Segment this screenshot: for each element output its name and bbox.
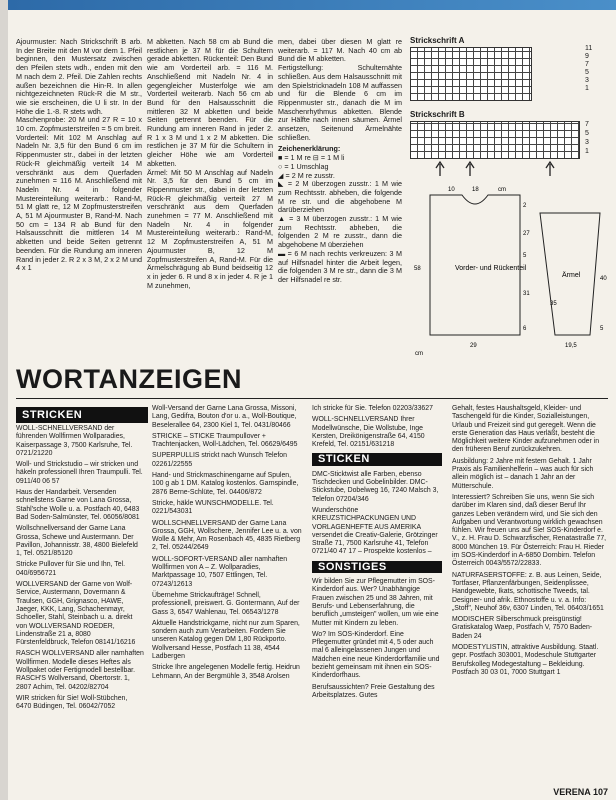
row-number: 5 [585,130,589,137]
chart-b-title: Strickschrift B [410,110,465,119]
instruction-para: men, dabei über diesen M glatt re weiterarb. = 117 M. Nach 40 cm ab Bund die M abketten. [278,37,402,64]
section-stricken: STRICKEN [16,407,148,423]
ad-item: Haus der Handarbeit. Versenden schnellstens Garne von Lana Grossa, Stahl'sche Wolle u. a. Postfach 40, 6483 Bad Soden-Salmünster, Tel. 06056/8081 [16,489,140,521]
ad-item: WIR stricken für Sie! Woll-Stübchen, 6470 Büdingen, Tel. 06042/7052 [16,694,128,711]
row-number: 11 [585,45,593,52]
dim-label: 31 [523,291,530,297]
ad-item: Wollschnellversand der Garne Lana Grossa, Schewe und Austermann. Der Pavillon, Johannisstr. 38, 4800 Bielefeld 1, Tel. 0521/85120 [16,525,138,558]
legend-item: ○ = 1 Umschlag [278,161,329,171]
ad-item: Hand- und Strickmaschinengarne auf Spulen, 100 g ab 1 DM. Katalog kostenlos. Garnspindle, 2876 Berne-Schlüte, Tel. 04406/872 [152,472,299,496]
chart-b-row-numbers [585,120,589,156]
page-footer: VERENA 107 [553,787,608,797]
ad-item: Interessiert? Schreiben Sie uns, wenn Sie sich darüber im Klaren sind, daß dieser Beruf Ihr ganzes Leben verändern wird, und Sie sich den Aufgaben und Verantwortung wirklich gewachsen fühlen. Wir freuen uns auf Sie! SOS-Kinderdorf e. V., z. H. Frau D. Schwarzfischer, Renatastraße 77, 8000 München 19. Für Österreich: Frau H. Rieder im SOS-Kinderdorf in A-6850 Dornbirn. Telefon Österreich 0043/5572/22833. [452,493,607,568]
ad-item: MODESTYLISTIN, attraktive Ausbildung. Staatl. gepr. Postfach 303001, Modeschule Stuttgarter Berufskolleg Modegestaltung – Bekleidung. Postfach 30 03 01, 7000 Stuttgart 1 [452,644,599,676]
ad-item: Aktuelle Handstrickgarne, nicht nur zum Sparen, sondern auch zum Verarbeiten. Fordern Sie unseren Katalog gegen DM 1,80 Rückporto. Wollversand Hesse, Postfach 11 38, 4544 Ladbergen [152,619,300,661]
row-number: 3 [585,77,589,84]
ad-item: Woll-Versand der Garne Lana Grossa, Missoni, Lang, Gedifra, Bouton d'or u. a., Woll-Boutique, Beselerallee 64, 2300 Kiel 1, Tel. 0431/80466 [152,405,297,429]
legend-item: ◣ = 2 M überzogen zusstr.: 1 M wie zum Rechtsstr. abheben, die folgende M re str. und die abgehobene M darüberziehen [278,179,402,215]
ad-item: DMC-Sticktwist alle Farben, ebenso Tischdecken und Gobelinbilder. DMC-Stickstube, Dobelweg 16, 7240 Malsch 3, Telefon 07204/346 [312,470,439,503]
row-number: 1 [585,148,589,155]
ads-col-3 [312,405,442,703]
legend-item: ◢ = 2 M re zusstr. [278,170,335,180]
ad-item: WOLL-SCHNELLVERSAND Ihrer Modellwünsche, Die Wollstube, Inge Kersten, Dreikönigenstraße 64, 4150 Krefeld, Tel. 02151/631218 [312,416,425,449]
instructions-col-1 [16,38,142,273]
dim-unit: cm [415,351,423,357]
ad-item: STRICKE – STICKE Traumpullover + Trachtenjacken, Woll-Lädchen, Tel. 06629/6495 [152,432,298,449]
row-number: 9 [585,53,589,60]
ad-item: Woll- und Strickstudio – wir stricken und häkeln professionell Ihren Traumpulli. Tel. 0911/40 06 57 [16,461,143,485]
ad-item: Wunderschöne KREUZSTICHPACKUNGEN UND VORLAGENHEFTE AUS AMERIKA versendet die Creativ-Galerie, Grötzinger Straße 71, 7500 Karlsruhe 41, Telefon 0721/40 47 17 – Prospekte kostenlos – [312,506,438,556]
row-number: 1 [585,85,589,92]
ads-col-2 [152,405,302,684]
dim-label: 6 [523,326,527,332]
ad-item: MODISCHER Silberschmuck preisgünstig! Gratiskatalog Waep, Postfach V, 7570 Baden-Baden 24 [452,616,593,640]
dim-label: 29 [470,343,477,349]
dim-label: 58 [414,266,421,272]
legend-item: ▬ = 6 M nach rechts verkreuzen: 3 M auf Hilfsnadel hinter die Arbeit legen, die folgenden 3 M re str., dann die 3 M der Hilfsnadel re str. [278,248,402,284]
instructions-col-2 [147,38,273,290]
legend-item: ■ = 1 M re ⊟ = 1 M li [278,153,345,163]
instruction-para: Ärmel: Mit 50 M Anschlag auf Nadeln Nr. 3,5 für den Bund 5 cm im Rippenmuster str., dabei in der letzten Rück-R gleichmäßig verteilt 27 M verschränkt aus dem Querfaden zunehmen = 77 M. Anschließend mit Nadeln Nr. 4 in folgender Mustereinteilung weiterarb.: Rand-M, 12 M Zopfmusterstreifen A, 51 M Ajourmuster B, 12 M Zopfmusterstreifen A, Rand-M. Für die Ärmelschrägung ab Bund beidseitig 12 x in jeder 6. R und 8 x in jeder 4. R je 1 M zunehmen, [147,167,273,290]
ad-item: WOLL-SCHNELLVERSAND der führenden Wollfirmen Wollparadies, Kaiserpassage 3, 7500 Karlsruhe, Tel. 0721/21220 [16,425,133,457]
page-headline: WORTANZEIGEN [16,364,242,394]
ad-item: Wo? Im SOS-Kinderdorf. Eine Pflegemutter gründet mit 4, 5 oder auch mal 6 alleingelassenen Jungen und Mädchen eine neue Kinderdorffamilie und bezieht gemeinsam mit ihnen ein SOS-Kinderdorfhaus. [312,630,440,680]
ad-item: Ausbildung: 2 Jahre mit festem Gehalt. 1 Jahr Praxis als Familienhelferin – was auch für sich allein möglich ist – danach 1 Jahr an der Mütterschule. [452,457,594,490]
dim-label: 2 [523,203,527,209]
dim-label: 40 [600,276,607,282]
ad-item: Gehalt, festes Haushaltsgeld, Kleider- und Taschengeld für die Kinder, Sozialleistungen, Urlaub und Freizeit sind gut geregelt. Wenn die erste Generation das Haus verläßt, besteht die Möglichkeit weitere Kinder aufzunehmen oder in den früheren Beruf zurückzukehren. [452,405,600,454]
legend-item: ▲ = 3 M überzogen zusstr.: 1 M wie zum Rechtsstr. abheben, die folgenden 2 M re zusstr., dann die abgehobene M überziehen [278,214,402,250]
ad-item: Übernehme Strickaufträge! Schnell, professionell, preiswert. G. Gontermann, Auf der Gass 3, 6547 Wahlenau, Tel. 06543/1278 [152,591,300,616]
garment-schematic [410,185,610,360]
section-sonstiges: SONSTIGES [312,561,442,573]
dim-label: cm [498,187,506,193]
dim-label: 5 [600,326,604,332]
legend-title: Zeichenerklärung: [278,144,341,154]
section-sticken: STICKEN [312,453,442,465]
chart-b-arrows [410,158,585,178]
chart-a-title: Strickschrift A [410,36,465,45]
dim-label: 5 [523,253,527,259]
ad-item: Berufsaussichten? Freie Gestaltung des Arbeitsplatzes. Gutes [312,683,435,699]
row-number: 7 [585,61,589,68]
page-gutter [0,0,8,800]
chart-b-grid [410,121,580,159]
dim-label: 10 [448,187,455,193]
row-number: 5 [585,69,589,76]
ad-item: WOLLVERSAND der Garne von Wolf-Service, Austermann, Dovermann & Traulsen, GGH, Grignasco, HAWE, Jaeger, KKK, Lang, Schachenmayr, Schoeller, Stahl, Steinbach u. a. direkt von WOLLVERSAND ROEDER, Lindenstraße 21 a, 8080 Fürstenfeldbruck, Telefon 08141/16216 [16,581,136,647]
instruction-para: Vorderteil: Mit 102 M Anschlag auf Nadeln Nr. 3,5 für den Bund 6 cm im Rippenmuster str., dabei in der letzten Rück-R gleichmäßig verteilt 14 M verschränkt aus dem Querfaden zunehmen = 116 M. Anschließend mit Nadeln Nr. 4 in folgender Mustereinteilung weiterarb.: Rand-M, 51 M glatt re, 12 M Zopfmusterstreifen A, 51 M Ajourmuster B, Rand-M. Nach 50 cm = 134 R ab Bund für den Halsausschnitt die mittleren 14 M abketten und beide Seiten getrennt beenden. Für die Rundung am inneren Rand in jeder 2. R 2 x 3 M, 2 x 2 M und 4 x 1 [16,132,142,273]
divider [16,398,608,399]
ad-item: Wir bilden Sie zur Pflegemutter im SOS-Kinderdorf aus. Wer? Unabhängige Frauen zwischen 25 und 38 Jahren, mit Berufs- und Lebenserfahrung, die beruflich „umsteigen" wollen, um wie eine Mutter mit Kindern zu leben. [312,578,439,627]
dim-label: 18 [472,187,479,193]
ad-item: SUPERPULLIS strickt nach Wunsch Telefon 02261/22555 [152,452,287,468]
chart-a-grid [410,47,532,101]
row-number: 7 [585,121,589,128]
ad-item: Stricke Ihre angelegenen Modelle fertig. Heidrun Lehmann, An der Bergmühle 3, 3548 Arolsen [152,664,300,680]
ad-item: NATURFASERSTOFFE: z. B. aus Leinen, Seide, Tortfaser, Pflanzenfärbungen, Seidenplissee, Handgewebte, Ikats, schottische Tweeds, tal. Designer- und afrik. Ethnostoffe u. v. a. Info: „Stoff", Neuhof 36v, 6307 Linden, Tel. 06403/1651 [452,571,604,612]
ad-item: WOLLSCHNELLVERSAND der Garne Lana Grossa, GGH, Wollschere, Jennifer Lee u. a. von Wolle & Mehr, Am Rosenbach 45, 4835 Rietberg 2, Tel. 05244/2649 [152,519,302,552]
dim-label: 35 [550,301,557,307]
ads-col-1 [16,425,144,715]
dim-label: 19,5 [565,343,577,349]
row-number: 3 [585,139,589,146]
schematic-sleeve-label: Ärmel [562,272,581,279]
ad-item: Stricke Pullover für Sie und Ihn, Tel. 040/6956721 [16,561,126,577]
ads-col-4 [452,405,608,680]
instruction-para: M abketten. Nach 58 cm ab Bund die restlichen je 37 M für die Schultern gerade abketten. Rückenteil: Den Bund wie am Vorderteil arb. = 116 M. Anschließend mit Nadeln Nr. 4 in gegengleicher Musterfolge wie am Vorderteil weiterarb. Nach 56 cm ab Bund für den Halsausschnitt die mittleren 32 M abketten und beide Seiten getrennt beenden. Für die Rundung am inneren Rand in jeder 2. R 1 x 3 M und 1 x 2 M abketten. Die restlichen je 37 M für die Schultern in gleicher Höhe wie am Vorderteil abketten. [147,37,273,168]
dim-label: 27 [523,231,530,237]
instruction-para: Ajourmuster: Nach Strickschrift B arb. In der Breite mit den M vor dem 1. Pfeil beginnen, den Mustersatz zwischen den Pfeilen stets wdh., enden mit den M nach dem 2. Pfeil. Die Zahlen rechts außen bezeichnen die Hin-R. In allen nichtgezeichneten Rück-R die M str., wie sie erscheinen, die U li str. In der Höhe die 1.-8. R stets wdh. [16,37,142,116]
ad-item: Ich stricke für Sie. Telefon 02203/33627 [312,405,433,412]
chart-a-row-numbers [585,45,592,93]
ad-item: Stricke, häkle WUNSCHMODELLE. Tel. 0221/543031 [152,499,274,516]
instructions-col-3 [278,38,402,285]
ad-item: RASCH WOLLVERSAND aller namhaften Wollfirmen. Modelle dieses Heftes als Wollpaket oder Fertigmodell bestellbar. RASCH'S Wollversand, Obertorstr. 1, 2807 Achim, Tel. 04202/82704 [16,650,144,691]
instruction-para: Maschenprobe: 20 M und 27 R = 10 x 10 cm. Zopfmusterstreifen = 5 cm breit. [16,115,142,134]
ad-item: WOLL-SOFORT-VERSAND aller namhaften Wollfirmen von A – Z. Wollparadies, Marktpassage 10, 7507 Ettlingen, Tel. 07243/12613 [152,555,288,588]
top-bar [8,0,616,10]
instruction-para: Fertigstellung: Schulternähte schließen. Aus dem Halsausschnitt mit den Spielstricknadeln 108 M auffassen und für die Blende 6 cm im Rippenmuster str., danach die M im Maschenrhythmus abketten. Blende zur Hälfte nach innen säumen. Ärmel ansetzen, Seitenund Ärmelnähte schließen. [278,63,402,142]
schematic-body-label: Vorder- und Rückenteil [455,265,527,272]
